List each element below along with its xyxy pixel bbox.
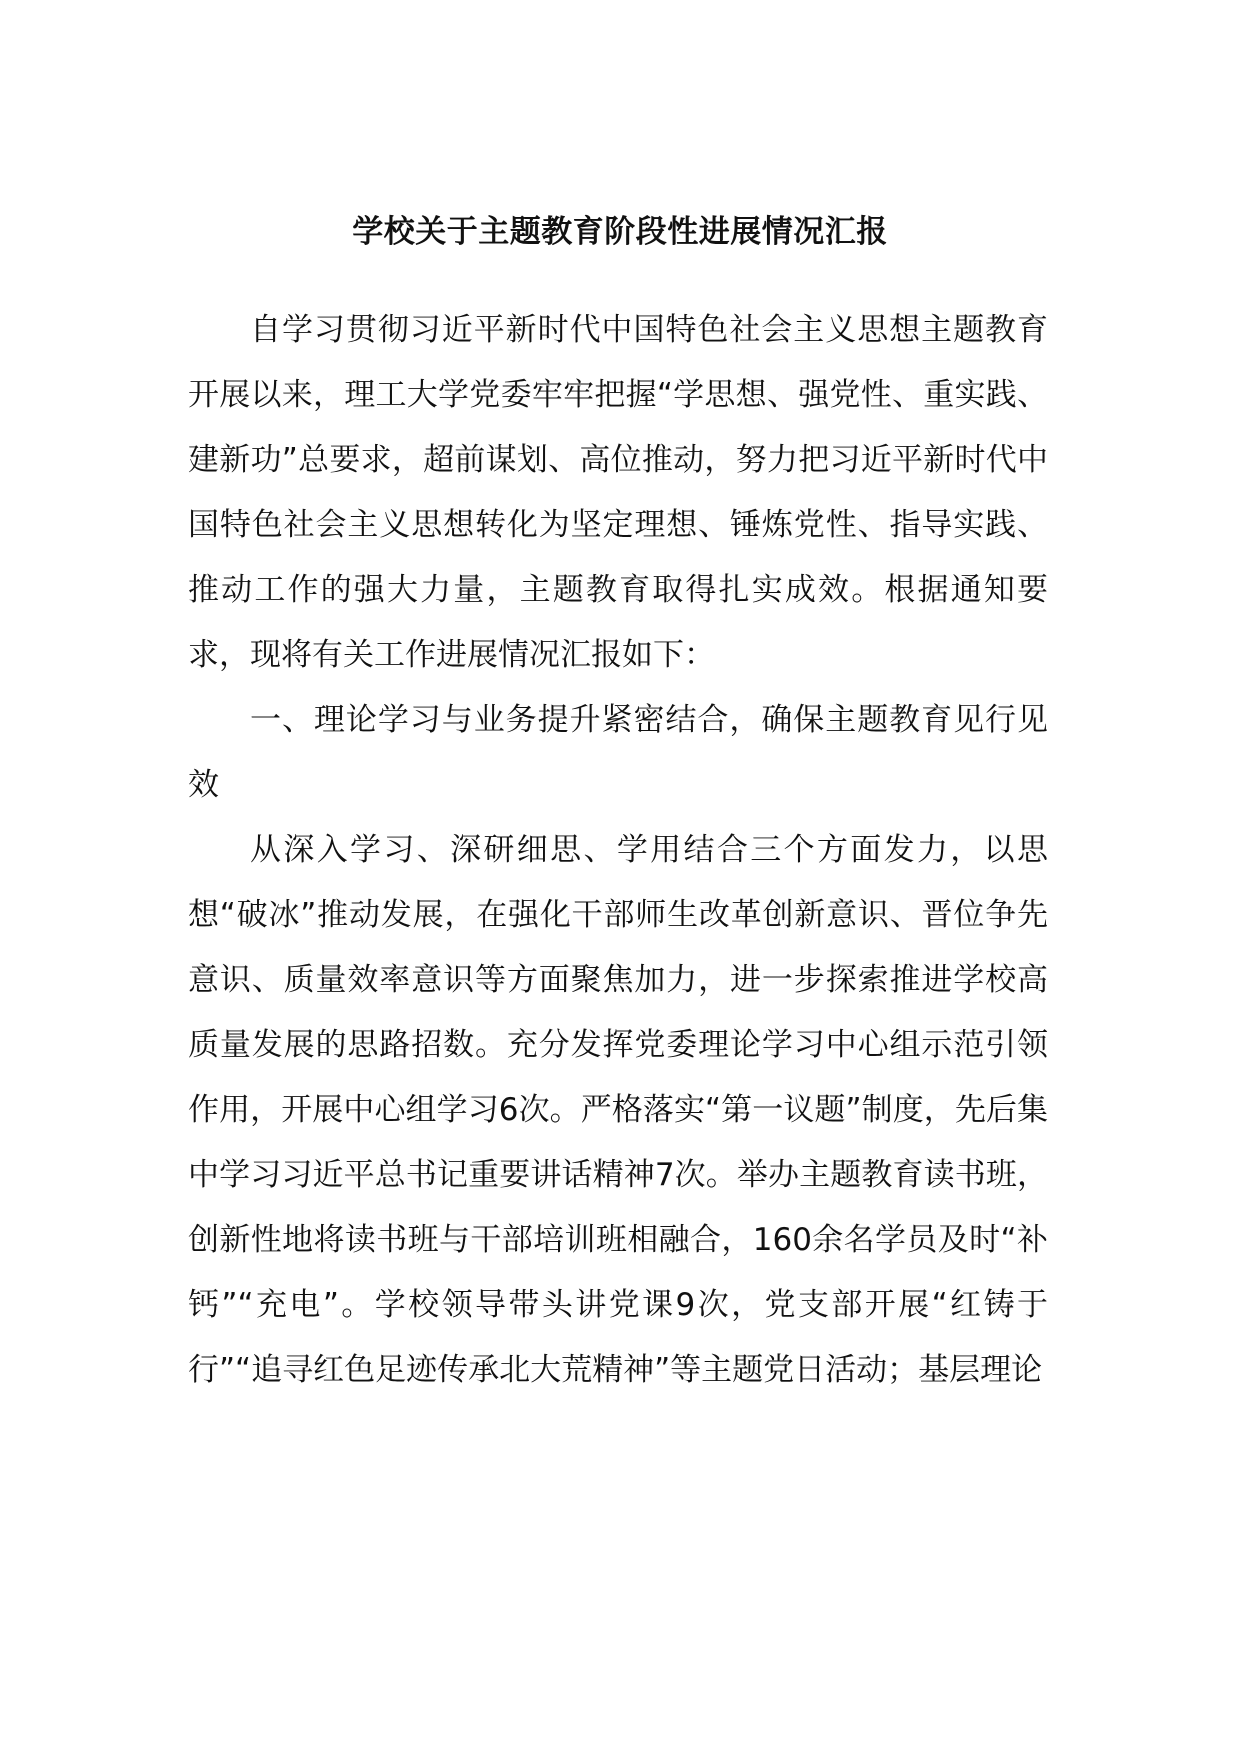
document-title: 学校关于主题教育阶段性进展情况汇报 bbox=[352, 214, 888, 250]
paragraph-section-1: 从深入学习、深研细思、学用结合三个方面发力，以思想“破冰”推动发展，在强化干部师生改革创新意识、晋位争先意识、质量效率意识等方面聚焦加力，进一步探索推进学校高质量发展的思路招数。充分发挥党委理论学习中心组示范引领作用，开展中心组学习6次。严格落实“第一议题”制度，先后集中学习习近平总书记重要讲话精神7次。举办主题教育读书班，创新性地将读书班与干部培训班相融合，160余名学员及时“补钙”“充电”。学校领导带头讲党课9次，党支部开展“红铸于行”“追寻红色足迹传承北大荒精神”等主题党日活动；基层理论 bbox=[188, 832, 1048, 1388]
section-heading-1: 一、理论学习与业务提升紧密结合，确保主题教育见行见效 bbox=[188, 702, 1048, 803]
paragraph-intro: 自学习贯彻习近平新时代中国特色社会主义思想主题教育开展以来，理工大学党委牢牢把握“学思想、强党性、重实践、建新功”总要求，超前谋划、高位推动，努力把习近平新时代中国特色社会主义思想转化为坚定理想、锤炼党性、指导实践、推动工作的强大力量，主题教育取得扎实成效。根据通知要求，现将有关工作进展情况汇报如下： bbox=[188, 312, 1048, 673]
document-body bbox=[188, 298, 1048, 1403]
